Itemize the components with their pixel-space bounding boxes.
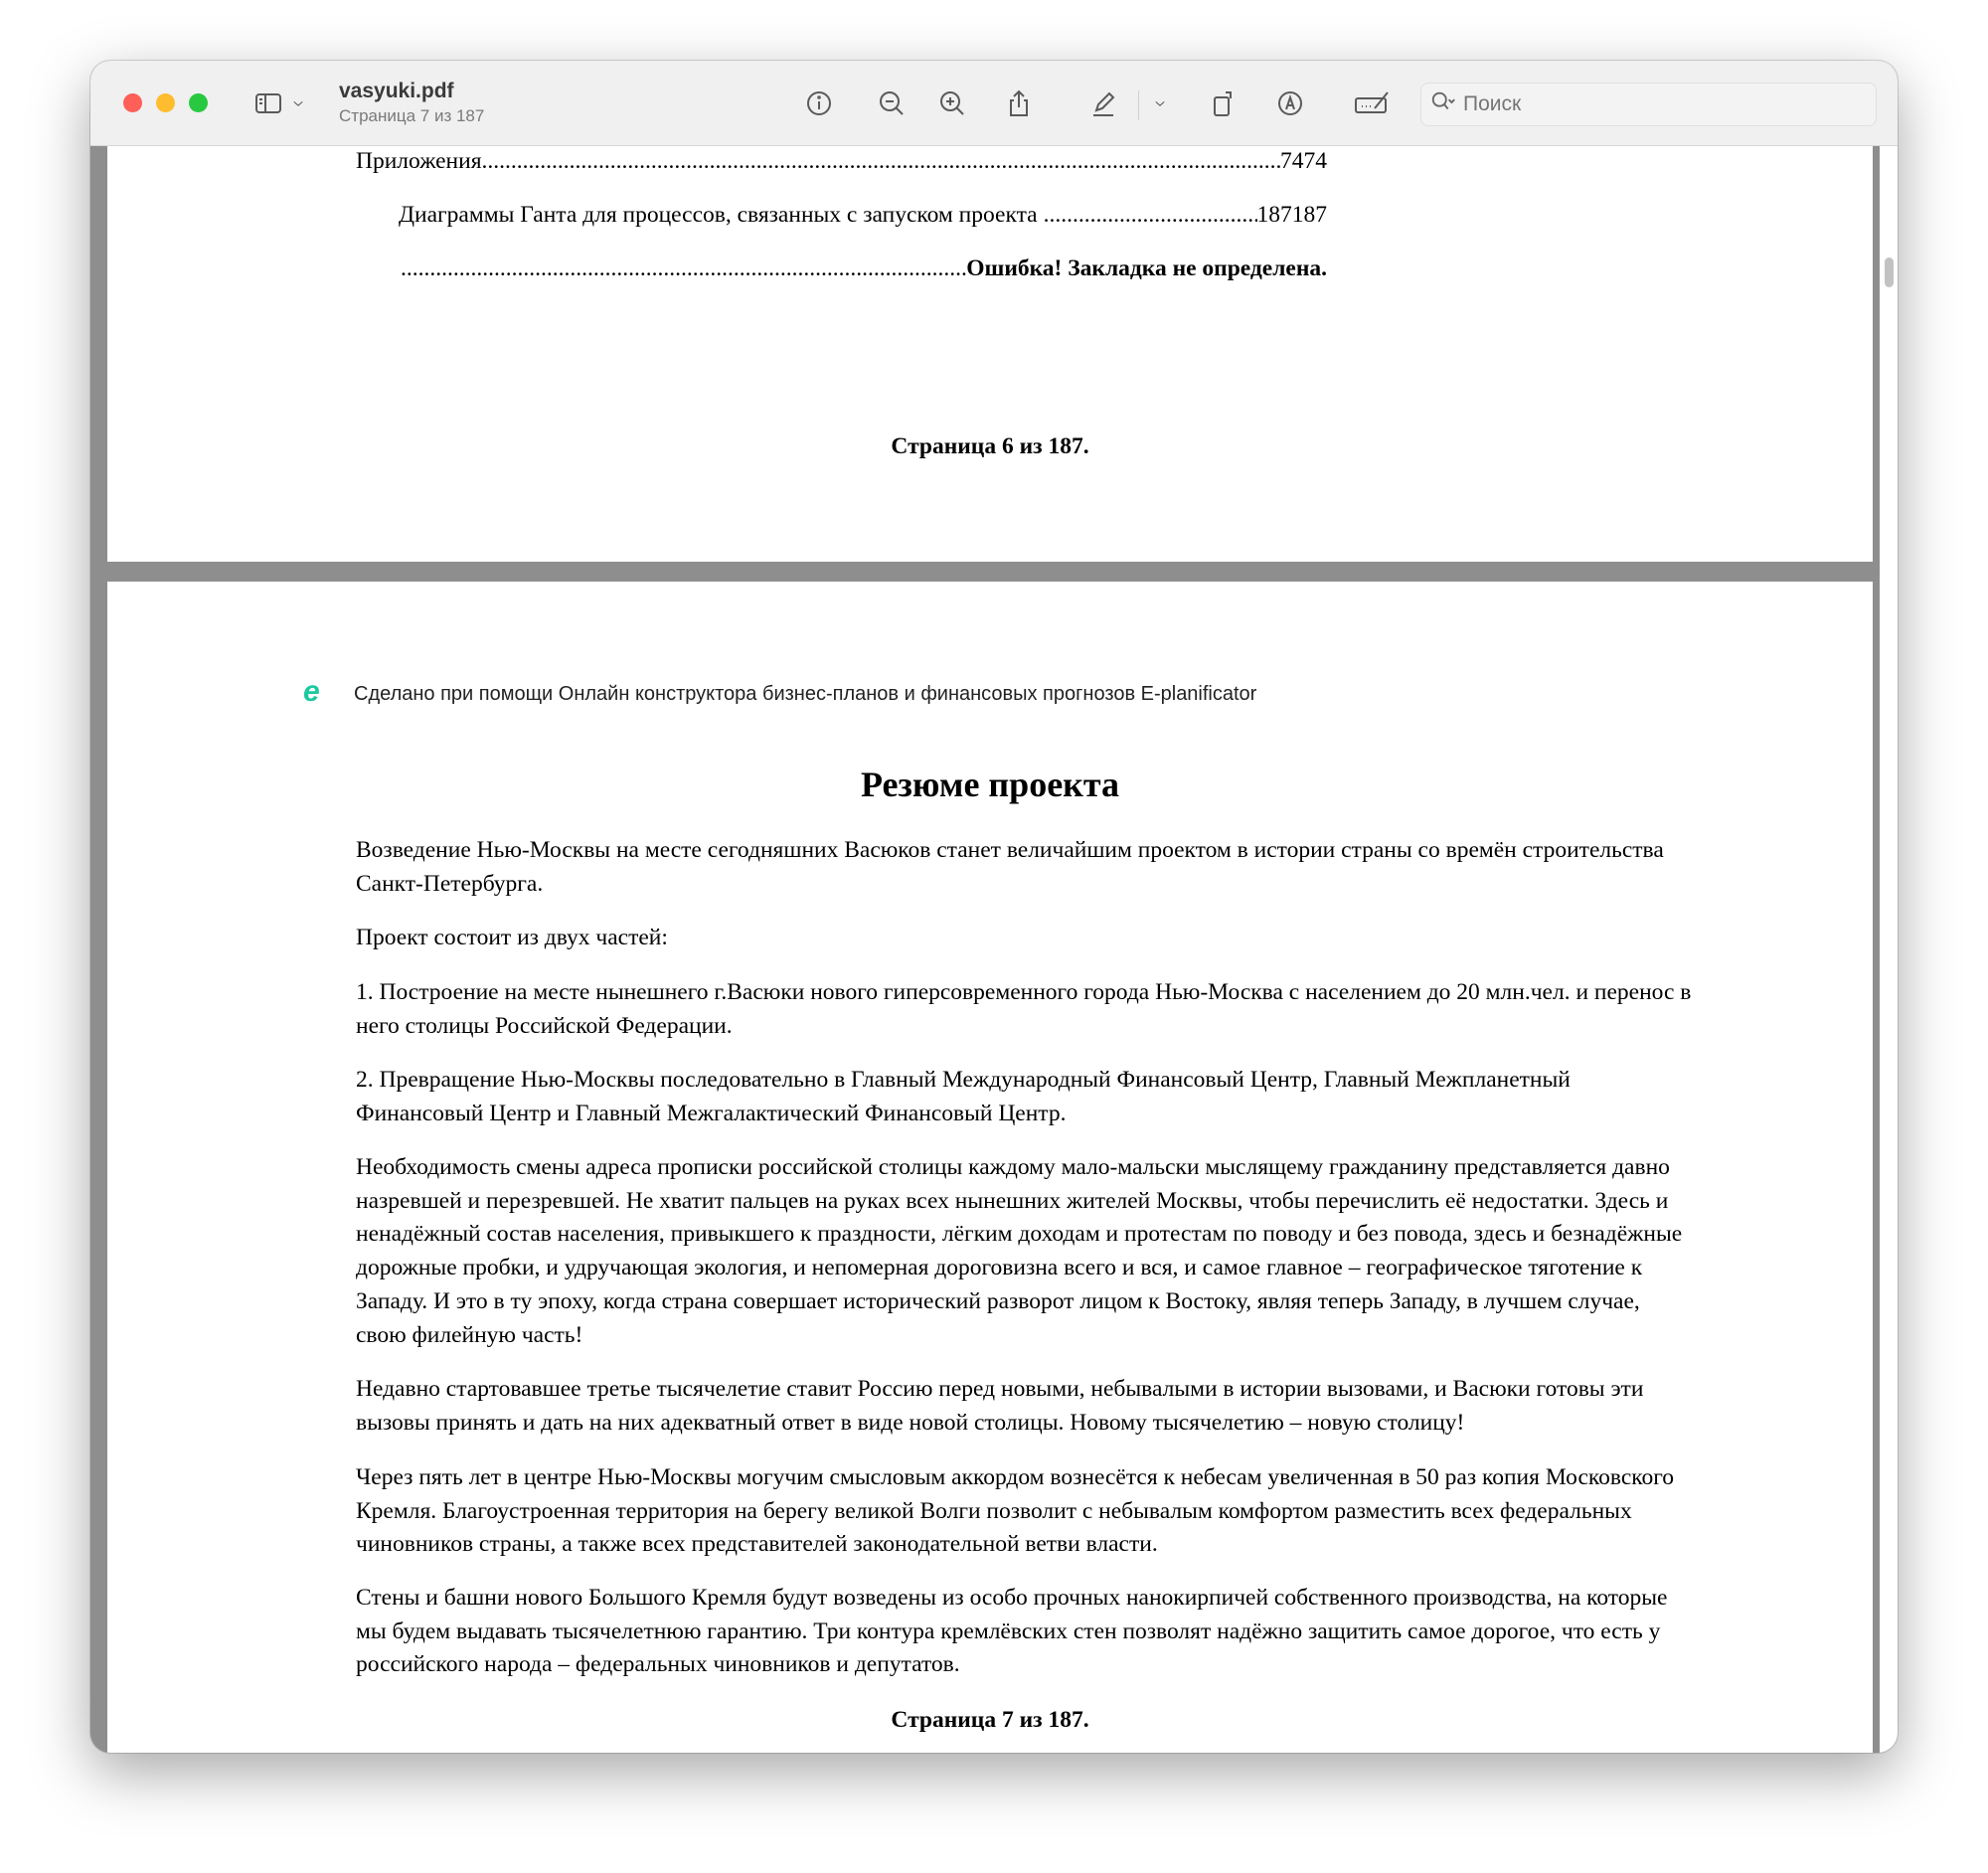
toc-page: 7474 (1280, 148, 1327, 174)
scrollbar-thumb[interactable] (1885, 257, 1894, 287)
toc-entry[interactable] (356, 147, 1327, 175)
markup-icon[interactable] (1273, 86, 1307, 120)
paragraph-line: Финансовый Центр и Главный Межгалактический Финансовый Центр. (356, 1100, 1067, 1126)
paragraph-line: мы будем выдавать тысячелетнюю гарантию. Три контура кремлёвских стен позволят надёжно защитить самое дорогое, что есть у (356, 1618, 1661, 1644)
minimize-button[interactable] (156, 93, 175, 112)
paragraph-line: ненадёжный состав населения, привыкшего к праздности, лёгким доходам и протестам по поводу и без повода, здесь и безнадёжные (356, 1221, 1683, 1248)
zoom-button[interactable] (189, 93, 208, 112)
share-icon[interactable] (1002, 86, 1036, 120)
info-icon[interactable] (802, 86, 836, 120)
search-input[interactable] (1463, 92, 1733, 116)
paragraph-line: Стены и башни нового Большого Кремля будут возведены из особо прочных нанокирпичей собственного производства, на которые (356, 1585, 1668, 1611)
section-heading: Резюме проекта (860, 765, 1120, 804)
paragraph-line: него столицы Российской Федерации. (356, 1012, 733, 1039)
toolbar (90, 61, 1898, 146)
rotate-icon[interactable] (1207, 86, 1241, 120)
paragraph-line: Кремля. Благоустроенная территория на берегу великой Волги позволит с небывалым комфортом разместить всех федеральных (356, 1497, 1632, 1524)
page-footer: Страница 6 из 187. (891, 433, 1089, 459)
paragraph-line: Возведение Нью-Москвы на месте сегодняшних Васюков станет величайшим проектом в истории страны со времён строительства (356, 837, 1664, 863)
search-icon (1429, 88, 1457, 121)
close-button[interactable] (123, 93, 142, 112)
toc-error: Ошибка! Закладка не определена. (966, 255, 1327, 281)
toc-page: 187187 (1256, 202, 1327, 228)
paragraph-line: Через пять лет в центре Нью-Москвы могучим смысловым аккордом вознесётся к небесам увеличенная в 50 раз копия Московского (356, 1464, 1675, 1490)
pdf-page-7 (107, 582, 1873, 1753)
toc-label: Приложения (356, 148, 482, 174)
toc-leader (401, 255, 966, 282)
sidebar-toggle-icon[interactable] (251, 86, 285, 120)
signature-icon[interactable] (1351, 86, 1395, 120)
chevron-down-icon[interactable] (288, 86, 308, 120)
toc-entry[interactable] (399, 201, 1327, 229)
paragraph-line: дорожные пробки, и удручающая экология, и непомерная дороговизна всего и вся, и самое главное – географическое тяготение к (356, 1255, 1643, 1281)
toc-label: Диаграммы Ганта для процессов, связанных с запуском проекта (399, 202, 1038, 228)
zoom-in-icon[interactable] (935, 86, 969, 120)
page-footer: Страница 7 из 187. (891, 1707, 1089, 1733)
paragraph-line: Санкт-Петербурга. (356, 870, 544, 897)
document-title: vasyuki.pdf (339, 80, 454, 102)
search-field[interactable] (1420, 83, 1877, 126)
preview-window (90, 61, 1898, 1753)
toolbar-divider (1138, 90, 1139, 120)
highlight-pen-icon[interactable] (1086, 86, 1120, 120)
toc-entry[interactable] (401, 255, 1327, 282)
generator-banner: Сделано при помощи Онлайн конструктора бизнес-планов и финансовых прогнозов E-planificator (354, 683, 1257, 705)
scrollbar[interactable] (1880, 146, 1898, 1753)
paragraph-line: назревшей и перезревшей. Не хватит пальцев на руках всех нынешних жителей Москвы, чтобы перечислить её недостатки. Здесь и (356, 1187, 1669, 1214)
eplanificator-logo-icon: e (303, 675, 320, 708)
paragraph-line: чиновников страны, а также всех представителей законодательной ветви власти. (356, 1531, 1158, 1558)
toc-leader (482, 147, 1280, 175)
paragraph-line: 2. Превращение Нью-Москвы последовательно в Главный Международный Финансовый Центр, Главный Межпланетный (356, 1067, 1571, 1093)
page-indicator: Страница 7 из 187 (339, 106, 485, 125)
paragraph-line: Недавно стартовавшее третье тысячелетие ставит Россию перед новыми, небывалыми в истории вызовами, и Васюки готовы эти (356, 1376, 1644, 1402)
toc-leader (1044, 201, 1257, 229)
paragraph-line: Необходимость смены адреса прописки российской столицы каждому мало-мальски мыслящему гражданину представляется давно (356, 1154, 1670, 1180)
paragraph-line: свою филейную часть! (356, 1321, 583, 1348)
zoom-out-icon[interactable] (875, 86, 909, 120)
paragraph-line: российского народа – федеральных чиновников и депутатов. (356, 1651, 960, 1678)
paragraph-line: 1. Построение на месте нынешнего г.Васюки нового гиперсовременного города Нью-Москва с населением до 20 млн.чел. и перенос в (356, 979, 1692, 1005)
paragraph-line: Проект состоит из двух частей: (356, 925, 668, 950)
paragraph-line: вызовы принять и дать на них адекватный ответ в виде новой столицы. Новому тысячелетию – новую столицу! (356, 1409, 1465, 1436)
highlight-options-chevron-icon[interactable] (1150, 86, 1170, 120)
pdf-page-6 (107, 146, 1873, 562)
paragraph-line: Западу. И это в ту эпоху, когда страна совершает исторический разворот лицом к Востоку, являя теперь Западу, в лучшем случае, (356, 1287, 1640, 1314)
